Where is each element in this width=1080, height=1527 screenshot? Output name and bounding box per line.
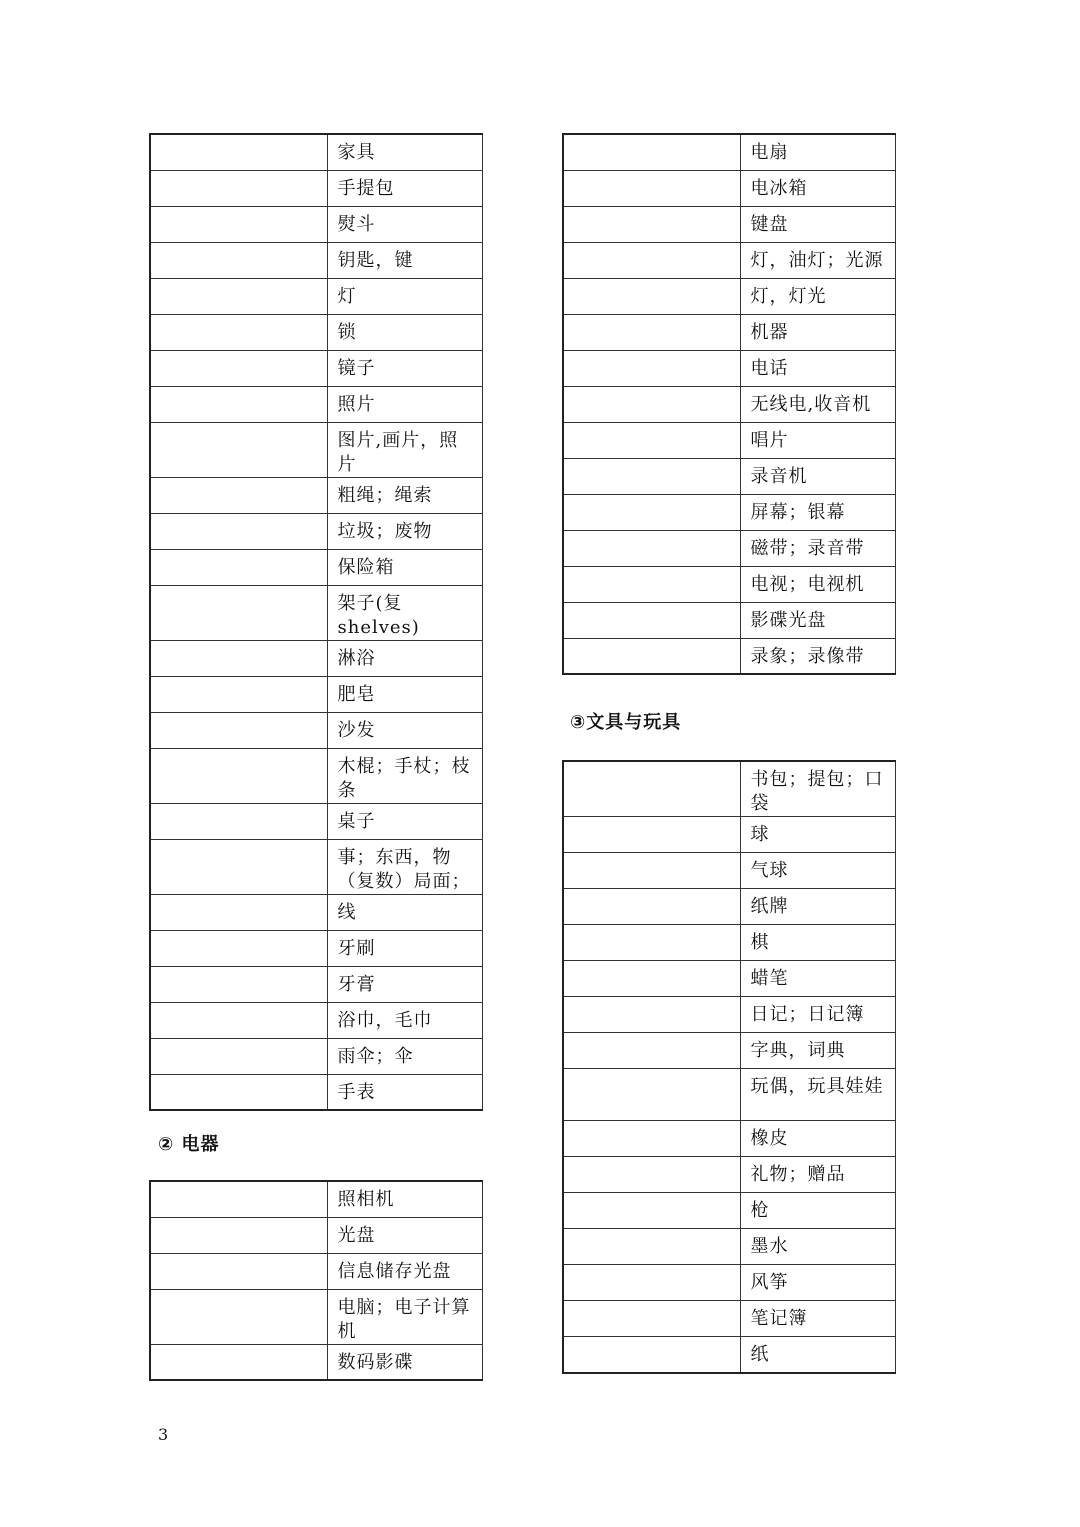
table-row — [563, 1193, 895, 1229]
english-blank-cell[interactable] — [563, 602, 740, 638]
chinese-meaning-cell: 电扇 — [740, 134, 895, 170]
table-row — [150, 134, 482, 170]
chinese-meaning-cell: 沙发 — [327, 712, 482, 748]
table-row — [563, 602, 895, 638]
table-row — [150, 350, 482, 386]
table-row — [563, 278, 895, 314]
english-blank-cell[interactable] — [563, 817, 740, 853]
chinese-meaning-cell: 熨斗 — [327, 206, 482, 242]
table-row — [150, 748, 482, 803]
english-blank-cell[interactable] — [563, 961, 740, 997]
chinese-meaning-cell: 电冰箱 — [740, 170, 895, 206]
english-blank-cell[interactable] — [150, 314, 327, 350]
chinese-meaning-cell: 录音机 — [740, 458, 895, 494]
english-blank-cell[interactable] — [563, 761, 740, 817]
english-blank-cell[interactable] — [150, 549, 327, 585]
table-row — [563, 458, 895, 494]
english-blank-cell[interactable] — [150, 712, 327, 748]
chinese-meaning-cell: 无线电,收音机 — [740, 386, 895, 422]
table-row — [150, 422, 482, 477]
table-row — [563, 1265, 895, 1301]
chinese-meaning-cell: 浴巾，毛巾 — [327, 1002, 482, 1038]
chinese-meaning-cell: 事；东西，物（复数）局面； — [327, 839, 482, 894]
english-blank-cell[interactable] — [150, 386, 327, 422]
chinese-meaning-cell: 镜子 — [327, 350, 482, 386]
chinese-meaning-cell: 枪 — [740, 1193, 895, 1229]
table-row — [563, 1033, 895, 1069]
english-blank-cell[interactable] — [150, 966, 327, 1002]
chinese-meaning-cell: 墨水 — [740, 1229, 895, 1265]
english-blank-cell[interactable] — [150, 477, 327, 513]
table-row — [150, 1253, 482, 1289]
english-blank-cell[interactable] — [150, 1181, 327, 1217]
table-row — [150, 585, 482, 640]
chinese-meaning-cell: 气球 — [740, 853, 895, 889]
english-blank-cell[interactable] — [563, 925, 740, 961]
table-row — [563, 853, 895, 889]
chinese-meaning-cell: 锁 — [327, 314, 482, 350]
table-row — [563, 206, 895, 242]
english-blank-cell[interactable] — [563, 314, 740, 350]
chinese-meaning-cell: 礼物；赠品 — [740, 1157, 895, 1193]
table-row — [563, 1301, 895, 1337]
chinese-meaning-cell: 架子(复 shelves) — [327, 585, 482, 640]
english-blank-cell[interactable] — [563, 1265, 740, 1301]
table-row — [150, 894, 482, 930]
english-blank-cell[interactable] — [150, 748, 327, 803]
table-row — [150, 966, 482, 1002]
table-row — [563, 761, 895, 817]
table-row — [150, 1002, 482, 1038]
english-blank-cell[interactable] — [150, 803, 327, 839]
table-row — [150, 1289, 482, 1344]
table-row — [150, 1074, 482, 1110]
table-row — [150, 549, 482, 585]
english-blank-cell[interactable] — [563, 530, 740, 566]
table-row — [563, 566, 895, 602]
english-blank-cell[interactable] — [150, 422, 327, 477]
table-row — [150, 676, 482, 712]
chinese-meaning-cell: 书包；提包；口袋 — [740, 761, 895, 817]
chinese-meaning-cell: 牙刷 — [327, 930, 482, 966]
english-blank-cell[interactable] — [563, 1033, 740, 1069]
chinese-meaning-cell: 钥匙，键 — [327, 242, 482, 278]
english-blank-cell[interactable] — [563, 1229, 740, 1265]
chinese-meaning-cell: 灯，油灯；光源 — [740, 242, 895, 278]
table-row — [150, 712, 482, 748]
chinese-meaning-cell: 手提包 — [327, 170, 482, 206]
table-row — [150, 803, 482, 839]
chinese-meaning-cell: 笔记簿 — [740, 1301, 895, 1337]
english-blank-cell[interactable] — [563, 1337, 740, 1373]
english-blank-cell[interactable] — [150, 676, 327, 712]
english-blank-cell[interactable] — [563, 170, 740, 206]
table-row — [150, 242, 482, 278]
table-row — [150, 1217, 482, 1253]
chinese-meaning-cell: 照片 — [327, 386, 482, 422]
table-row — [150, 170, 482, 206]
english-blank-cell[interactable] — [563, 350, 740, 386]
table-row — [563, 1069, 895, 1121]
english-blank-cell[interactable] — [150, 242, 327, 278]
table-row — [150, 839, 482, 894]
english-blank-cell[interactable] — [563, 566, 740, 602]
english-blank-cell[interactable] — [563, 242, 740, 278]
chinese-meaning-cell: 垃圾；废物 — [327, 513, 482, 549]
table-row — [150, 1344, 482, 1380]
english-blank-cell[interactable] — [150, 1253, 327, 1289]
chinese-meaning-cell: 录象；录像带 — [740, 638, 895, 674]
chinese-meaning-cell: 电话 — [740, 350, 895, 386]
chinese-meaning-cell: 屏幕；银幕 — [740, 494, 895, 530]
english-blank-cell[interactable] — [150, 1074, 327, 1110]
english-blank-cell[interactable] — [150, 1344, 327, 1380]
appliances-cont-table — [562, 133, 896, 675]
chinese-meaning-cell: 信息储存光盘 — [327, 1253, 482, 1289]
table-row — [563, 170, 895, 206]
chinese-meaning-cell: 光盘 — [327, 1217, 482, 1253]
table-row — [563, 1229, 895, 1265]
chinese-meaning-cell: 灯，灯光 — [740, 278, 895, 314]
furniture-table — [149, 133, 483, 1111]
english-blank-cell[interactable] — [150, 839, 327, 894]
english-blank-cell[interactable] — [563, 494, 740, 530]
chinese-meaning-cell: 电脑；电子计算机 — [327, 1289, 482, 1344]
english-blank-cell[interactable] — [150, 640, 327, 676]
table-row — [563, 494, 895, 530]
chinese-meaning-cell: 风筝 — [740, 1265, 895, 1301]
english-blank-cell[interactable] — [563, 1193, 740, 1229]
english-blank-cell[interactable] — [563, 1069, 740, 1121]
chinese-meaning-cell: 淋浴 — [327, 640, 482, 676]
table-row — [563, 1121, 895, 1157]
table-row — [563, 134, 895, 170]
chinese-meaning-cell: 球 — [740, 817, 895, 853]
table-row — [563, 961, 895, 997]
chinese-meaning-cell: 家具 — [327, 134, 482, 170]
chinese-meaning-cell: 影碟光盘 — [740, 602, 895, 638]
chinese-meaning-cell: 灯 — [327, 278, 482, 314]
table-row — [150, 930, 482, 966]
chinese-meaning-cell: 字典，词典 — [740, 1033, 895, 1069]
table-row — [150, 513, 482, 549]
table-row — [563, 1157, 895, 1193]
english-blank-cell[interactable] — [150, 170, 327, 206]
english-blank-cell[interactable] — [563, 134, 740, 170]
chinese-meaning-cell: 纸 — [740, 1337, 895, 1373]
english-blank-cell[interactable] — [150, 513, 327, 549]
table-row — [150, 314, 482, 350]
chinese-meaning-cell: 肥皂 — [327, 676, 482, 712]
english-blank-cell[interactable] — [563, 889, 740, 925]
chinese-meaning-cell: 手表 — [327, 1074, 482, 1110]
chinese-meaning-cell: 牙膏 — [327, 966, 482, 1002]
chinese-meaning-cell: 橡皮 — [740, 1121, 895, 1157]
table-row — [563, 422, 895, 458]
table-row — [150, 206, 482, 242]
chinese-meaning-cell: 棋 — [740, 925, 895, 961]
table-row — [563, 350, 895, 386]
chinese-meaning-cell: 数码影碟 — [327, 1344, 482, 1380]
chinese-meaning-cell: 电视；电视机 — [740, 566, 895, 602]
english-blank-cell[interactable] — [150, 350, 327, 386]
table-row — [150, 386, 482, 422]
chinese-meaning-cell: 木棍；手杖；枝条 — [327, 748, 482, 803]
chinese-meaning-cell: 键盘 — [740, 206, 895, 242]
english-blank-cell[interactable] — [563, 1121, 740, 1157]
table-row — [563, 889, 895, 925]
table-row — [563, 386, 895, 422]
english-blank-cell[interactable] — [150, 134, 327, 170]
table-row — [150, 1181, 482, 1217]
chinese-meaning-cell: 纸牌 — [740, 889, 895, 925]
table-row — [150, 278, 482, 314]
chinese-meaning-cell: 图片,画片，照片 — [327, 422, 482, 477]
english-blank-cell[interactable] — [150, 1289, 327, 1344]
section-heading-appliances: ② 电器 — [158, 1134, 220, 1155]
table-row — [563, 1337, 895, 1373]
table-row — [563, 314, 895, 350]
english-blank-cell[interactable] — [150, 1217, 327, 1253]
english-blank-cell[interactable] — [150, 930, 327, 966]
english-blank-cell[interactable] — [563, 458, 740, 494]
stationery-table — [562, 760, 896, 1374]
chinese-meaning-cell: 蜡笔 — [740, 961, 895, 997]
appliances-table — [149, 1180, 483, 1381]
english-blank-cell[interactable] — [150, 206, 327, 242]
table-row — [150, 1038, 482, 1074]
english-blank-cell[interactable] — [150, 585, 327, 640]
table-row — [563, 242, 895, 278]
english-blank-cell[interactable] — [150, 1038, 327, 1074]
chinese-meaning-cell: 照相机 — [327, 1181, 482, 1217]
chinese-meaning-cell: 保险箱 — [327, 549, 482, 585]
chinese-meaning-cell: 雨伞；伞 — [327, 1038, 482, 1074]
chinese-meaning-cell: 日记；日记簿 — [740, 997, 895, 1033]
table-row — [563, 530, 895, 566]
table-row — [150, 640, 482, 676]
english-blank-cell[interactable] — [150, 1002, 327, 1038]
table-row — [563, 638, 895, 674]
english-blank-cell[interactable] — [563, 386, 740, 422]
english-blank-cell[interactable] — [150, 278, 327, 314]
table-row — [563, 925, 895, 961]
chinese-meaning-cell: 线 — [327, 894, 482, 930]
chinese-meaning-cell: 机器 — [740, 314, 895, 350]
table-row — [563, 817, 895, 853]
english-blank-cell[interactable] — [563, 997, 740, 1033]
english-blank-cell[interactable] — [563, 1157, 740, 1193]
chinese-meaning-cell: 粗绳；绳索 — [327, 477, 482, 513]
english-blank-cell[interactable] — [150, 894, 327, 930]
english-blank-cell[interactable] — [563, 422, 740, 458]
english-blank-cell[interactable] — [563, 1301, 740, 1337]
page-number: 3 — [158, 1425, 169, 1444]
chinese-meaning-cell: 磁带；录音带 — [740, 530, 895, 566]
table-row — [563, 997, 895, 1033]
english-blank-cell[interactable] — [563, 638, 740, 674]
english-blank-cell[interactable] — [563, 853, 740, 889]
section-heading-stationery: ③文具与玩具 — [570, 712, 682, 733]
chinese-meaning-cell: 桌子 — [327, 803, 482, 839]
chinese-meaning-cell: 玩偶，玩具娃娃 — [740, 1069, 895, 1121]
english-blank-cell[interactable] — [563, 206, 740, 242]
english-blank-cell[interactable] — [563, 278, 740, 314]
chinese-meaning-cell: 唱片 — [740, 422, 895, 458]
table-row — [150, 477, 482, 513]
